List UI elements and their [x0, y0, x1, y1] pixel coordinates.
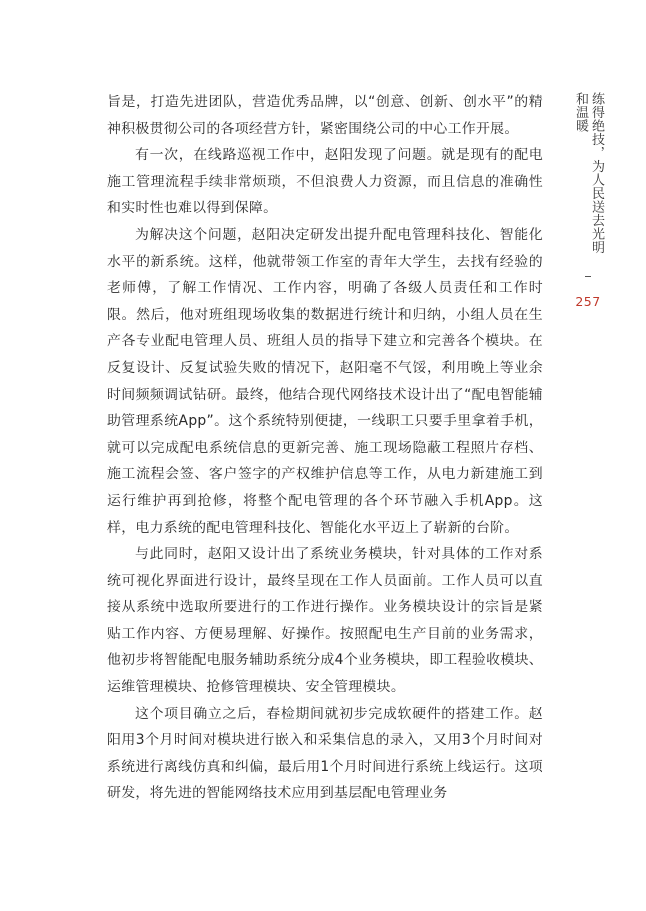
- body-text: [107, 89, 543, 807]
- header-divider: [585, 276, 591, 277]
- chapter-title-vertical: 练得绝技，为人民送去光明和温暖: [573, 92, 604, 254]
- paragraph-3: 为解决这个问题，赵阳决定研发出提升配电管理科技化、智能化水平的新系统。这样，他就带领工作室的青年大学生，去找有经验的老师傅，了解工作情况、工作内容，明确了各级人员责任和工作时限。然后，他对班组现场收集的数据进行统计和归纳，小组人员在生产各专业配电管理人员、班组人员的指导下建立和完善各个模块。在反复设计、反复试验失败的情况下，赵阳毫不气馁，利用晚上等业余时间频频调试钻研。最终，他结合现代网络技术设计出了“配电智能辅助管理系统App”。这个系统特别便捷，一线职工只要手里拿着手机，就可以完成配电系统信息的更新完善、施工现场隐蔽工程照片存档、施工流程会签、客户签字的产权维护信息等工作，从电力新建施工到运行维护再到抢修，将整个配电管理的各个环节融入手机App。这样，电力系统的配电管理科技化、智能化水平迈上了崭新的台阶。: [107, 226, 543, 536]
- paragraph-5: 这个项目确立之后，春检期间就初步完成软硬件的搭建工作。赵阳用3个月时间对模块进行嵌入和采集信息的录入，又用3个月时间对系统进行离线仿真和纠偏，最后用1个月时间进行系统上线运行。这项研发，将先进的智能网络技术应用到基层配电管理业务: [107, 705, 543, 802]
- paragraph-4: 与此同时，赵阳又设计出了系统业务模块，针对具体的工作对系统可视化界面进行设计，最终呈现在工作人员面前。工作人员可以直接从系统中选取所要进行的工作进行操作。业务模块设计的宗旨是紧贴工作内容、方便易理解、好操作。按照配电生产目前的业务需求，他初步将智能配电服务辅助系统分成4个业务模块，即工程验收模块、运维管理模块、抢修管理模块、安全管理模块。: [107, 546, 543, 696]
- page-number: 257: [575, 294, 601, 309]
- paragraph-2: 有一次，在线路巡视工作中，赵阳发现了问题。就是现有的配电施工管理流程手续非常烦琐，不但浪费人力资源，而且信息的准确性和实时性也难以得到保障。: [107, 147, 543, 217]
- running-header: [573, 92, 603, 309]
- paragraph-1: 旨是，打造先进团队，营造优秀品牌，以“创意、创新、创水平”的精神积极贯彻公司的各项经营方针，紧密围绕公司的中心工作开展。: [107, 94, 543, 137]
